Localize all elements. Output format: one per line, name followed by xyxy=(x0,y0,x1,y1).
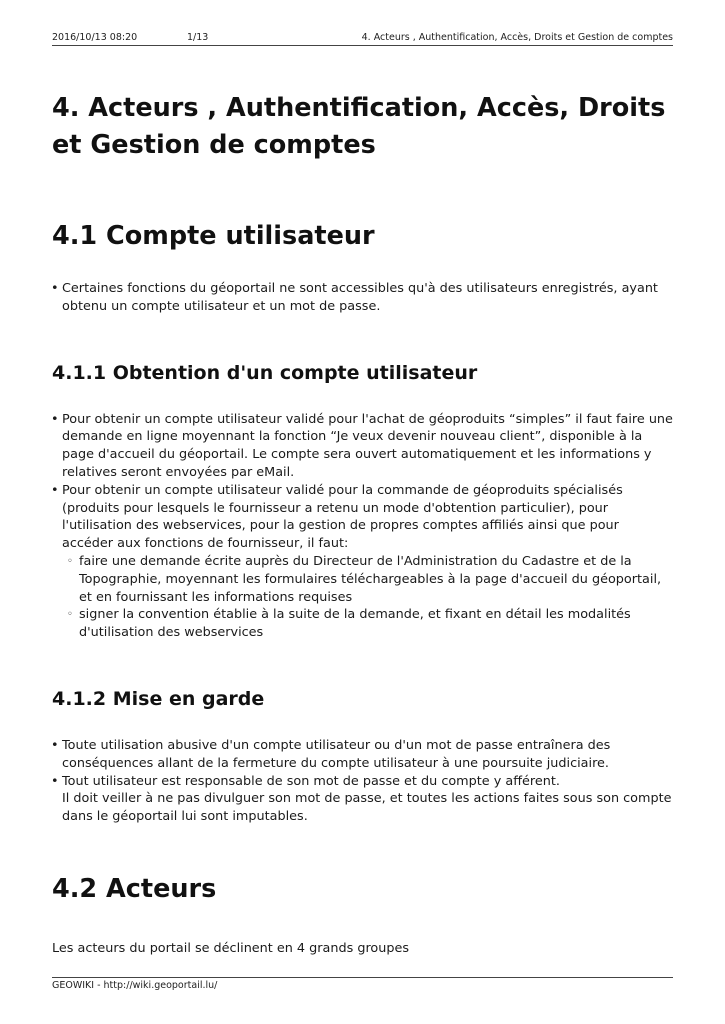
section-4-1-2-title: 4.1.2 Mise en garde xyxy=(52,687,265,710)
list-item-line: Tout utilisateur est responsable de son mot de passe et du compte y afférent. xyxy=(62,773,560,789)
list-item: • Toute utilisation abusive d'un compte utilisateur ou d'un mot de passe entraînera des conséquences allant de la fermeture du compte utilisateur à une poursuite judiciaire. xyxy=(52,737,673,773)
header-page-number: 1/13 xyxy=(187,32,209,43)
sub-list-item: ◦ signer la convention établie à la suite de la demande, et fixant en détail les modalités d'utilisation des webservices xyxy=(69,606,673,642)
document-body xyxy=(52,90,673,958)
list-item xyxy=(52,773,673,826)
section-4-1-1-title: 4.1.1 Obtention d'un compte utilisateur xyxy=(52,361,478,384)
page-title: 4. Acteurs , Authentification, Accès, Droits et Gestion de comptes xyxy=(52,93,666,160)
header-date: 2016/10/13 08:20 xyxy=(52,32,138,43)
list-item-line: Il doit veiller à ne pas divulguer son mot de passe, et toutes les actions faites sous son compte dans le géoportail lui sont imputables. xyxy=(62,791,672,825)
list-item: • Certaines fonctions du géoportail ne sont accessibles qu'à des utilisateurs enregistrés, ayant obtenu un compte utilisateur et un mot de passe. xyxy=(52,280,673,316)
sub-list xyxy=(69,553,673,642)
page-header xyxy=(52,31,673,46)
section-4-1-list xyxy=(52,280,673,316)
list-item xyxy=(52,482,673,642)
footer-text: GEOWIKI - http://wiki.geoportail.lu/ xyxy=(52,980,218,991)
section-4-2-title: 4.2 Acteurs xyxy=(52,873,217,904)
section-4-1-1-list xyxy=(52,411,673,642)
section-4-1-title: 4.1 Compte utilisateur xyxy=(52,221,375,251)
page-footer xyxy=(52,977,673,993)
list-item-text: Pour obtenir un compte utilisateur validé pour la commande de géoproduits spécialisés (produits pour lesquels le fournisseur a retenu un mode d'obtention particulier), pour l'utilisation des webservices, pour la gestion de propres comptes affiliés ainsi que pour accéder aux fonctions de fournisseur, il faut: xyxy=(62,482,623,552)
sub-list-item: ◦ faire une demande écrite auprès du Directeur de l'Administration du Cadastre et de la Topographie, moyennant les formulaires téléchargeables à la page d'accueil du géoportail, et en fournissant les informations requises xyxy=(69,553,673,606)
section-4-1-2-list xyxy=(52,737,673,826)
list-item: • Pour obtenir un compte utilisateur validé pour l'achat de géoproduits “simples” il faut faire une demande en ligne moyennant la fonction “Je veux devenir nouveau client”, disponible à la page d'accueil du géoportail. Le compte sera ouvert automatiquement et les informations y relatives seront envoyées par eMail. xyxy=(52,411,673,482)
header-doc-title: 4. Acteurs , Authentification, Accès, Droits et Gestion de comptes xyxy=(361,32,673,43)
section-4-2-intro: Les acteurs du portail se déclinent en 4 grands groupes xyxy=(52,940,410,956)
